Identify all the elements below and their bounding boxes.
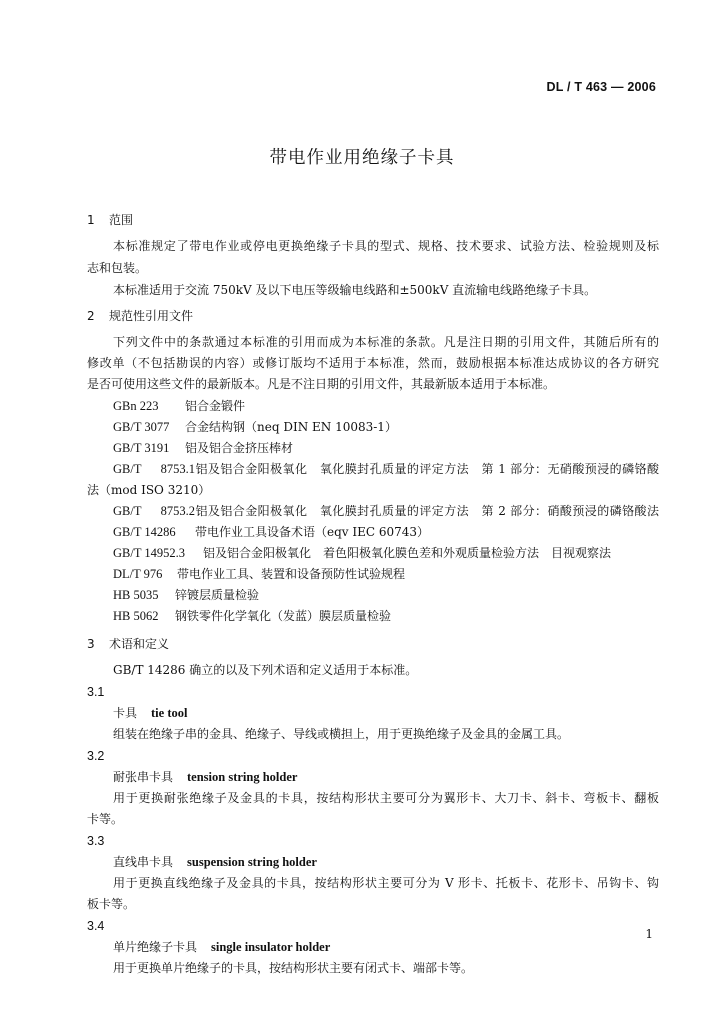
paragraph-line: 本标准规定了带电作业或停电更换绝缘子卡具的型式、规格、技术要求、试验方法、检验规则及标 bbox=[113, 239, 659, 253]
reference-code: HB 5062 bbox=[113, 609, 159, 623]
reference-title: 带电作业工具、装置和设备预防性试验规程 bbox=[177, 567, 406, 581]
reference-item bbox=[113, 459, 659, 479]
reference-title: 铝及铝合金挤压棒材 bbox=[185, 441, 294, 455]
paragraph-line: 修改单（不包括勘误的内容）或修订版均不适用于本标准，然而，鼓励根据本标准达成协议的各方研究 bbox=[87, 356, 659, 370]
term-chinese: 耐张串卡具 bbox=[113, 770, 174, 784]
paragraph-line: 志和包装。 bbox=[87, 261, 148, 275]
reference-title: 合金结构钢（neq DIN EN 10083-1） bbox=[185, 420, 397, 434]
paragraph-line: GB/T 14286 确立的以及下列术语和定义适用于本标准。 bbox=[113, 663, 418, 677]
reference-code: DL/T 976 bbox=[113, 567, 163, 581]
term-definition: 卡等。 bbox=[87, 812, 124, 826]
term-english: suspension string holder bbox=[187, 855, 317, 869]
section-number: 2 bbox=[87, 309, 95, 323]
term-heading bbox=[113, 767, 297, 787]
term-definition: 组装在绝缘子串的金具、绝缘子、导线或横担上，用于更换绝缘子及金具的金属工具。 bbox=[113, 727, 570, 741]
section-title: 范围 bbox=[109, 213, 134, 227]
clause-number: 3.4 bbox=[87, 919, 105, 933]
reference-title: 铝及铝合金阳极氧化 氧化膜封孔质量的评定方法 第 1 部分：无硝酸预浸的磷铬酸 bbox=[195, 462, 659, 476]
page-number: 1 bbox=[645, 927, 653, 941]
term-chinese: 直线串卡具 bbox=[113, 855, 174, 869]
reference-item bbox=[113, 522, 429, 542]
paragraph-line: 本标准适用于交流 750kV 及以下电压等级输电线路和±500kV 直流输电线路绝缘子卡具。 bbox=[113, 283, 597, 297]
reference-title: 带电作业工具设备术语（eqv IEC 60743） bbox=[195, 525, 430, 539]
reference-continuation: 法（mod ISO 3210） bbox=[87, 483, 211, 497]
section-heading-3 bbox=[87, 634, 169, 654]
reference-code: GB/T 3077 bbox=[113, 420, 170, 434]
reference-item bbox=[113, 585, 259, 605]
term-chinese: 卡具 bbox=[113, 706, 138, 720]
reference-title: 钢铁零件化学氧化（发蓝）膜层质量检验 bbox=[175, 609, 392, 623]
standard-code: DL / T 463 — 2006 bbox=[546, 80, 656, 94]
term-heading bbox=[113, 703, 187, 723]
section-heading-2 bbox=[87, 306, 193, 326]
reference-code: GB/T 8753.2 bbox=[113, 504, 195, 518]
reference-item bbox=[113, 396, 245, 416]
reference-title: 铝合金锻件 bbox=[185, 399, 246, 413]
term-heading bbox=[113, 937, 330, 957]
section-heading-1 bbox=[87, 210, 133, 230]
reference-item bbox=[113, 543, 611, 563]
paragraph-line: 是否可使用这些文件的最新版本。凡是不注日期的引用文件，其最新版本适用于本标准。 bbox=[87, 377, 556, 391]
term-definition: 板卡等。 bbox=[87, 897, 136, 911]
reference-item bbox=[113, 438, 293, 458]
term-heading bbox=[113, 852, 317, 872]
term-english: tie tool bbox=[151, 706, 188, 720]
term-definition: 用于更换耐张绝缘子及金具的卡具，按结构形状主要可分为翼形卡、大刀卡、斜卡、弯板卡、翻板 bbox=[113, 791, 659, 805]
term-chinese: 单片绝缘子卡具 bbox=[113, 940, 198, 954]
term-english: single insulator holder bbox=[211, 940, 331, 954]
reference-title: 铝及铝合金阳极氧化 着色阳极氧化膜色差和外观质量检验方法 目视观察法 bbox=[203, 546, 612, 560]
reference-code: GB/T 8753.1 bbox=[113, 462, 195, 476]
reference-item bbox=[113, 564, 405, 584]
section-title: 术语和定义 bbox=[109, 637, 170, 651]
reference-code: GBn 223 bbox=[113, 399, 159, 413]
reference-code: HB 5035 bbox=[113, 588, 159, 602]
term-definition: 用于更换直线绝缘子及金具的卡具，按结构形状主要可分为 V 形卡、托板卡、花形卡、吊钩卡、钩 bbox=[113, 876, 659, 890]
clause-number: 3.1 bbox=[87, 685, 105, 699]
clause-number: 3.2 bbox=[87, 749, 105, 763]
reference-item bbox=[113, 501, 659, 521]
reference-code: GB/T 14286 bbox=[113, 525, 176, 539]
paragraph-line: 下列文件中的条款通过本标准的引用而成为本标准的条款。凡是注日期的引用文件，其随后所有的 bbox=[113, 335, 659, 349]
section-number: 1 bbox=[87, 213, 95, 227]
reference-code: GB/T 14952.3 bbox=[113, 546, 185, 560]
section-number: 3 bbox=[87, 637, 95, 651]
reference-code: GB/T 3191 bbox=[113, 441, 170, 455]
reference-item bbox=[113, 417, 397, 437]
term-english: tension string holder bbox=[187, 770, 298, 784]
reference-title: 锌镀层质量检验 bbox=[175, 588, 260, 602]
section-title: 规范性引用文件 bbox=[109, 309, 194, 323]
clause-number: 3.3 bbox=[87, 834, 105, 848]
term-definition: 用于更换单片绝缘子的卡具，按结构形状主要有闭式卡、端部卡等。 bbox=[113, 961, 474, 975]
document-title: 带电作业用绝缘子卡具 bbox=[269, 148, 455, 168]
reference-title: 铝及铝合金阳极氧化 氧化膜封孔质量的评定方法 第 2 部分：硝酸预浸的磷铬酸法 bbox=[195, 504, 659, 518]
reference-item bbox=[113, 606, 391, 626]
